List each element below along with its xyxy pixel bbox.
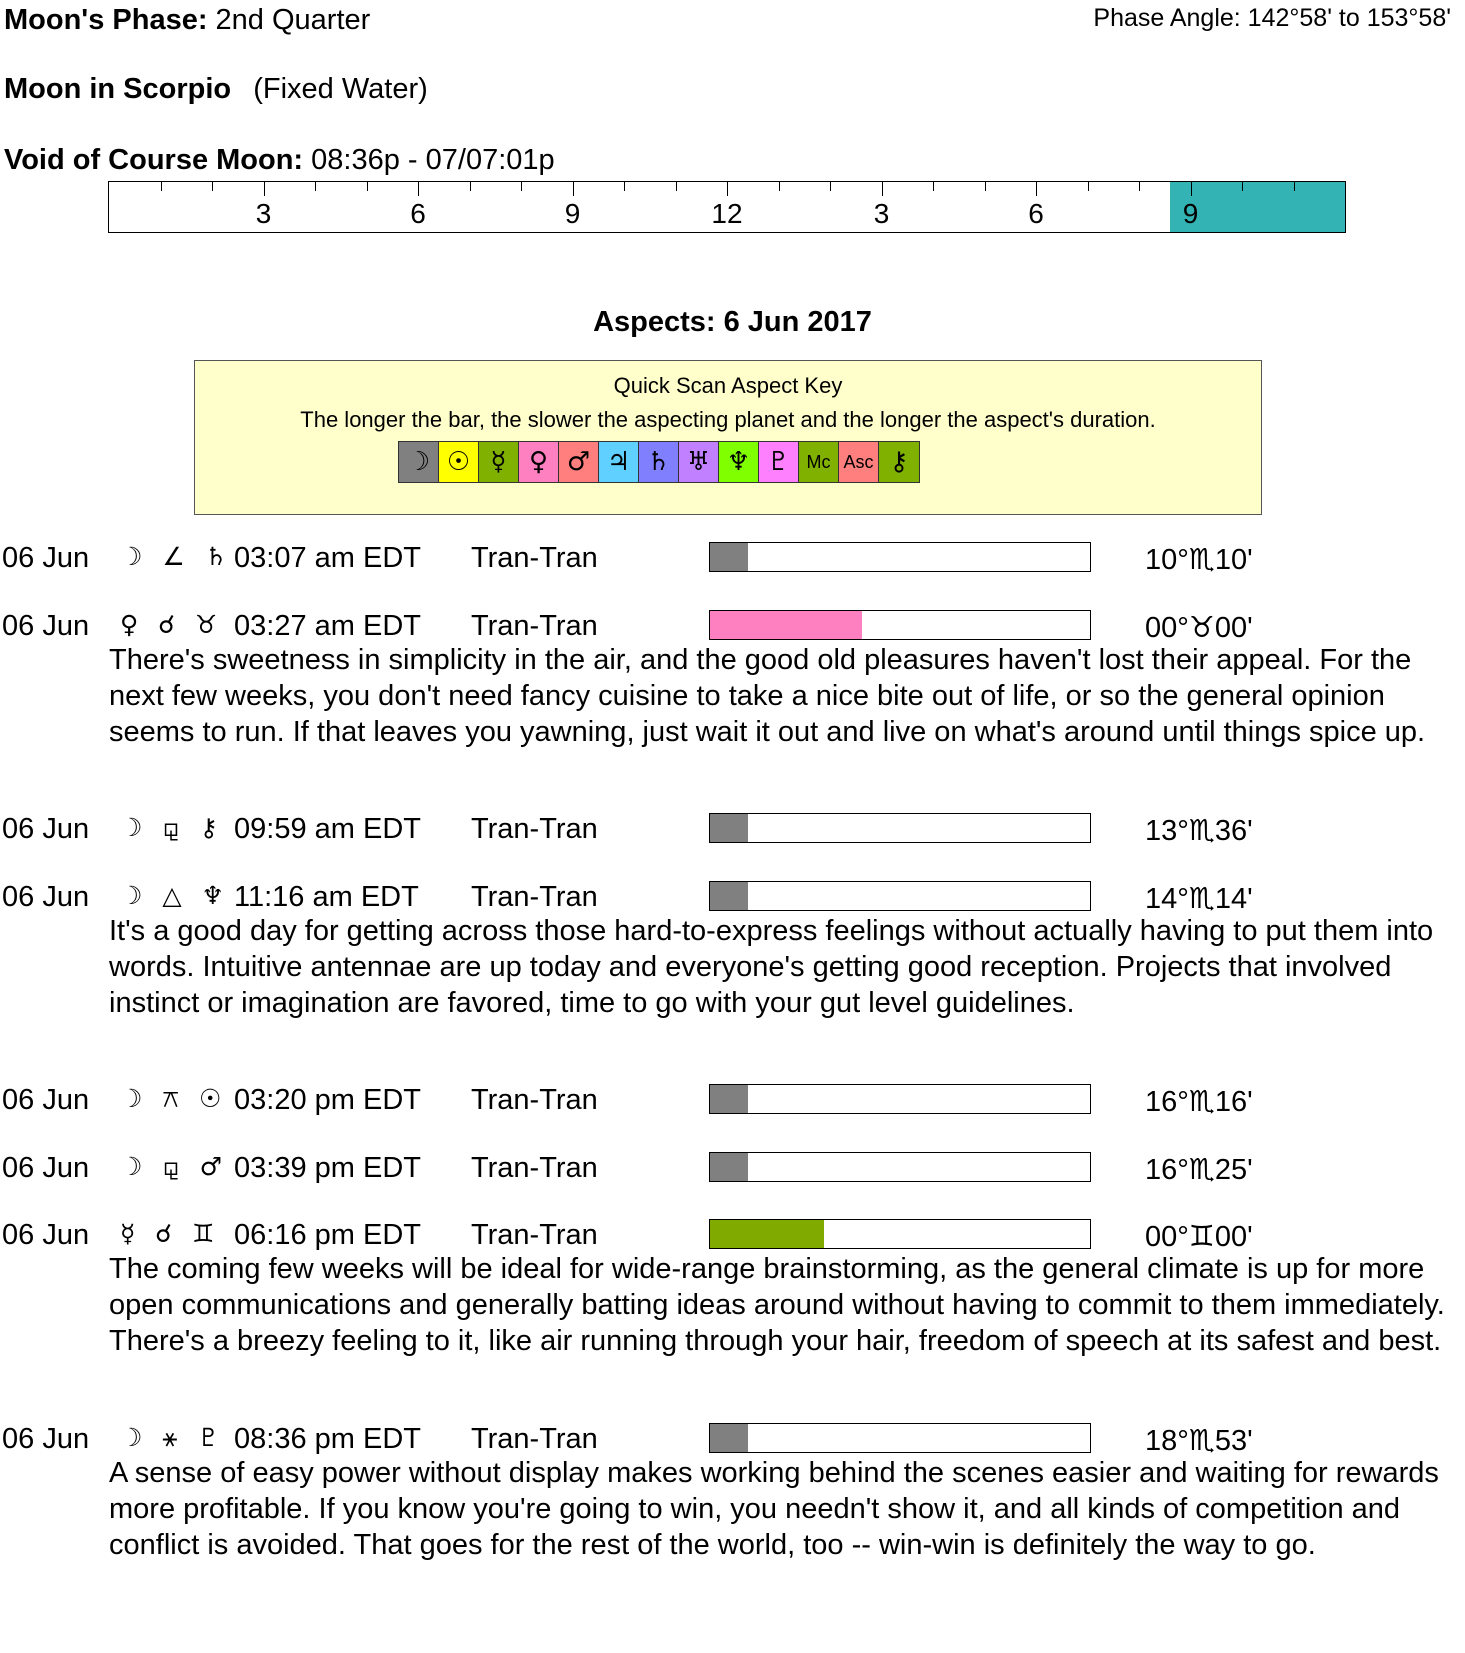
- aspect-interpretation: There's sweetness in simplicity in the air, and the good old pleasures haven't lost their appeal. For the next few weeks, you don't need fancy cuisine to take a nice bite out of life, or so the general opinion seems to run. If that leaves you yawning, just wait it out and live on what's around until things spice up.: [109, 644, 1426, 748]
- aspect-position: 00°♉00': [1145, 612, 1253, 644]
- saturn-icon: ♄: [639, 442, 679, 482]
- aspect-duration-bar: [709, 1219, 1091, 1249]
- planet-color-key: [398, 441, 920, 483]
- aspect-interpretation: A sense of easy power without display makes working behind the scenes easier and waiting for rewards more profitable. If you know you're going to win, you needn't show it, and all kinds of competition and conflict is avoided. That goes for the rest of the world, too -- win-win is definitely the way to go.: [109, 1457, 1439, 1561]
- aspect-glyphs: ☽ ⚼ ⚷: [120, 813, 224, 842]
- neptune-icon: ♆: [719, 442, 759, 482]
- timeline-tick: [1242, 182, 1243, 191]
- aspect-duration-fill: [710, 1153, 748, 1181]
- aspect-glyphs: ☽ ⚻ ☉: [120, 1084, 228, 1113]
- aspect-duration-fill: [710, 882, 748, 910]
- aspect-date: 06 Jun: [2, 1219, 90, 1251]
- mercury-icon: ☿: [479, 442, 519, 482]
- aspect-row: [0, 606, 1465, 646]
- aspect-duration-bar: [709, 1152, 1091, 1182]
- sun-icon: ☉: [439, 442, 479, 482]
- timeline-tick: [521, 182, 522, 191]
- aspect-row: [0, 1080, 1465, 1120]
- timeline-tick: [676, 182, 677, 191]
- timeline-label: 6: [1028, 198, 1044, 229]
- aspect-date: 06 Jun: [2, 1152, 90, 1184]
- aspect-type: Tran-Tran: [471, 1423, 598, 1455]
- aspect-duration-bar: [709, 881, 1091, 911]
- aspect-date: 06 Jun: [2, 1084, 90, 1116]
- timeline-tick: [624, 182, 625, 191]
- void-of-course: [4, 144, 555, 177]
- aspect-position: 16°♏16': [1145, 1086, 1253, 1118]
- timeline-tick: [264, 182, 265, 196]
- aspect-date: 06 Jun: [2, 542, 90, 574]
- aspect-duration-fill: [710, 543, 748, 571]
- aspect-position: 00°♊00': [1145, 1221, 1253, 1253]
- moon-sign: [4, 73, 428, 106]
- timeline-tick: [573, 182, 574, 196]
- aspect-type: Tran-Tran: [471, 1084, 598, 1116]
- aspect-glyphs: ☽ ⚼ ♂: [120, 1152, 228, 1181]
- venus-icon: ♀: [519, 442, 559, 482]
- phase-angle: Phase Angle: 142°58' to 153°58': [1093, 4, 1451, 32]
- aspect-duration-bar: [709, 813, 1091, 843]
- aspect-type: Tran-Tran: [471, 1152, 598, 1184]
- aspect-key-title: Quick Scan Aspect Key: [613, 373, 843, 398]
- aspect-position: 14°♏14': [1145, 883, 1253, 915]
- aspect-date: 06 Jun: [2, 881, 90, 913]
- aspect-position: 10°♏10': [1145, 544, 1253, 576]
- aspect-row: [0, 1215, 1465, 1255]
- void-of-course-timeline: [108, 181, 1346, 233]
- moon-phase-value: 2nd Quarter: [215, 4, 371, 36]
- aspect-type: Tran-Tran: [471, 542, 598, 574]
- aspect-date: 06 Jun: [2, 610, 90, 642]
- chiron-icon: ⚷: [879, 442, 919, 482]
- void-of-course-value: 08:36p - 07/07:01p: [311, 144, 555, 176]
- aspect-row: [0, 1148, 1465, 1188]
- aspect-duration-fill: [710, 1220, 824, 1248]
- aspect-duration-fill: [710, 814, 748, 842]
- aspect-date: 06 Jun: [2, 1423, 90, 1455]
- aspect-key: [194, 360, 1262, 515]
- uranus-icon: ♅: [679, 442, 719, 482]
- aspect-time: 03:20 pm EDT: [234, 1084, 421, 1116]
- aspect-interpretation: It's a good day for getting across those hard-to-express feelings without actually having to put them into words. Intuitive antennae are up today and everyone's getting good reception. Projects that involved instinct or imagination are favored, time to go with your gut level guidelines.: [109, 915, 1434, 1019]
- timeline-tick: [1036, 182, 1037, 196]
- aspect-key-description: The longer the bar, the slower the aspecting planet and the longer the aspect's duration.: [300, 407, 1156, 432]
- timeline-tick: [882, 182, 883, 196]
- timeline-tick: [727, 182, 728, 196]
- timeline-tick: [1191, 182, 1192, 196]
- midheaven-icon: Mc: [799, 442, 839, 482]
- aspect-time: 06:16 pm EDT: [234, 1219, 421, 1251]
- aspect-duration-fill: [710, 1085, 748, 1113]
- aspect-interpretation: The coming few weeks will be ideal for wide-range brainstorming, as the general climate is up for more open communications and generally batting ideas around without having to commit to them immediately. There's a breezy feeling to it, like air running through your hair, freedom of speech at its safest and best.: [109, 1253, 1445, 1357]
- aspect-duration-fill: [710, 1424, 748, 1452]
- timeline-tick: [830, 182, 831, 191]
- aspect-time: 03:39 pm EDT: [234, 1152, 421, 1184]
- aspect-date: 06 Jun: [2, 813, 90, 845]
- timeline-tick: [1088, 182, 1089, 191]
- jupiter-icon: ♃: [599, 442, 639, 482]
- aspect-row: [0, 809, 1465, 849]
- aspect-time: 09:59 am EDT: [234, 813, 421, 845]
- aspect-duration-fill: [710, 611, 862, 639]
- timeline-tick: [1294, 182, 1295, 191]
- timeline-label: 12: [711, 198, 743, 229]
- aspects-title: Aspects: 6 Jun 2017: [593, 306, 872, 338]
- aspect-row: [0, 877, 1465, 917]
- timeline-tick: [470, 182, 471, 191]
- aspect-position: 13°♏36': [1145, 815, 1253, 847]
- aspect-position: 18°♏53': [1145, 1425, 1253, 1457]
- aspect-duration-bar: [709, 610, 1091, 640]
- timeline-label: 6: [410, 198, 426, 229]
- timeline-tick: [161, 182, 162, 191]
- aspect-glyphs: ☽ △ ♆: [120, 881, 230, 910]
- timeline-label: 3: [255, 198, 272, 229]
- timeline-tick: [779, 182, 780, 191]
- timeline-label: 9: [1182, 198, 1199, 229]
- aspect-type: Tran-Tran: [471, 813, 598, 845]
- void-of-course-label: Void of Course Moon:: [4, 144, 304, 176]
- aspect-glyphs: ☿ ☌ ♊: [120, 1219, 221, 1248]
- aspect-time: 11:16 am EDT: [234, 881, 419, 913]
- timeline-tick: [985, 182, 986, 191]
- timeline-label: 9: [564, 198, 581, 229]
- moon-icon: ☽: [399, 442, 439, 482]
- timeline-tick: [1139, 182, 1140, 191]
- aspect-glyphs: ☽ ⚹ ♇: [120, 1423, 226, 1452]
- aspect-time: 03:27 am EDT: [234, 610, 421, 642]
- moon-phase: [4, 4, 370, 37]
- aspect-type: Tran-Tran: [471, 1219, 598, 1251]
- aspect-duration-bar: [709, 542, 1091, 572]
- aspect-time: 08:36 pm EDT: [234, 1423, 421, 1455]
- timeline-tick: [212, 182, 213, 191]
- aspect-time: 03:07 am EDT: [234, 542, 421, 574]
- moon-sign-element: (Fixed Water): [253, 73, 428, 105]
- timeline-tick: [418, 182, 419, 196]
- aspect-duration-bar: [709, 1084, 1091, 1114]
- timeline-tick: [367, 182, 368, 191]
- timeline-label: 3: [873, 198, 890, 229]
- aspect-row: [0, 538, 1465, 578]
- aspect-glyphs: ♀ ☌ ♉: [120, 610, 224, 639]
- timeline-tick: [315, 182, 316, 191]
- aspect-row: [0, 1419, 1465, 1459]
- aspect-duration-bar: [709, 1423, 1091, 1453]
- pluto-icon: ♇: [759, 442, 799, 482]
- mars-icon: ♂: [559, 442, 599, 482]
- ascendant-icon: Asc: [839, 442, 879, 482]
- moon-sign-label: Moon in Scorpio: [4, 73, 232, 105]
- aspect-type: Tran-Tran: [471, 881, 598, 913]
- aspect-position: 16°♏25': [1145, 1154, 1253, 1186]
- aspect-glyphs: ☽ ∠ ♄: [120, 542, 234, 571]
- timeline-tick: [933, 182, 934, 191]
- aspect-type: Tran-Tran: [471, 610, 598, 642]
- moon-phase-label: Moon's Phase:: [4, 4, 208, 36]
